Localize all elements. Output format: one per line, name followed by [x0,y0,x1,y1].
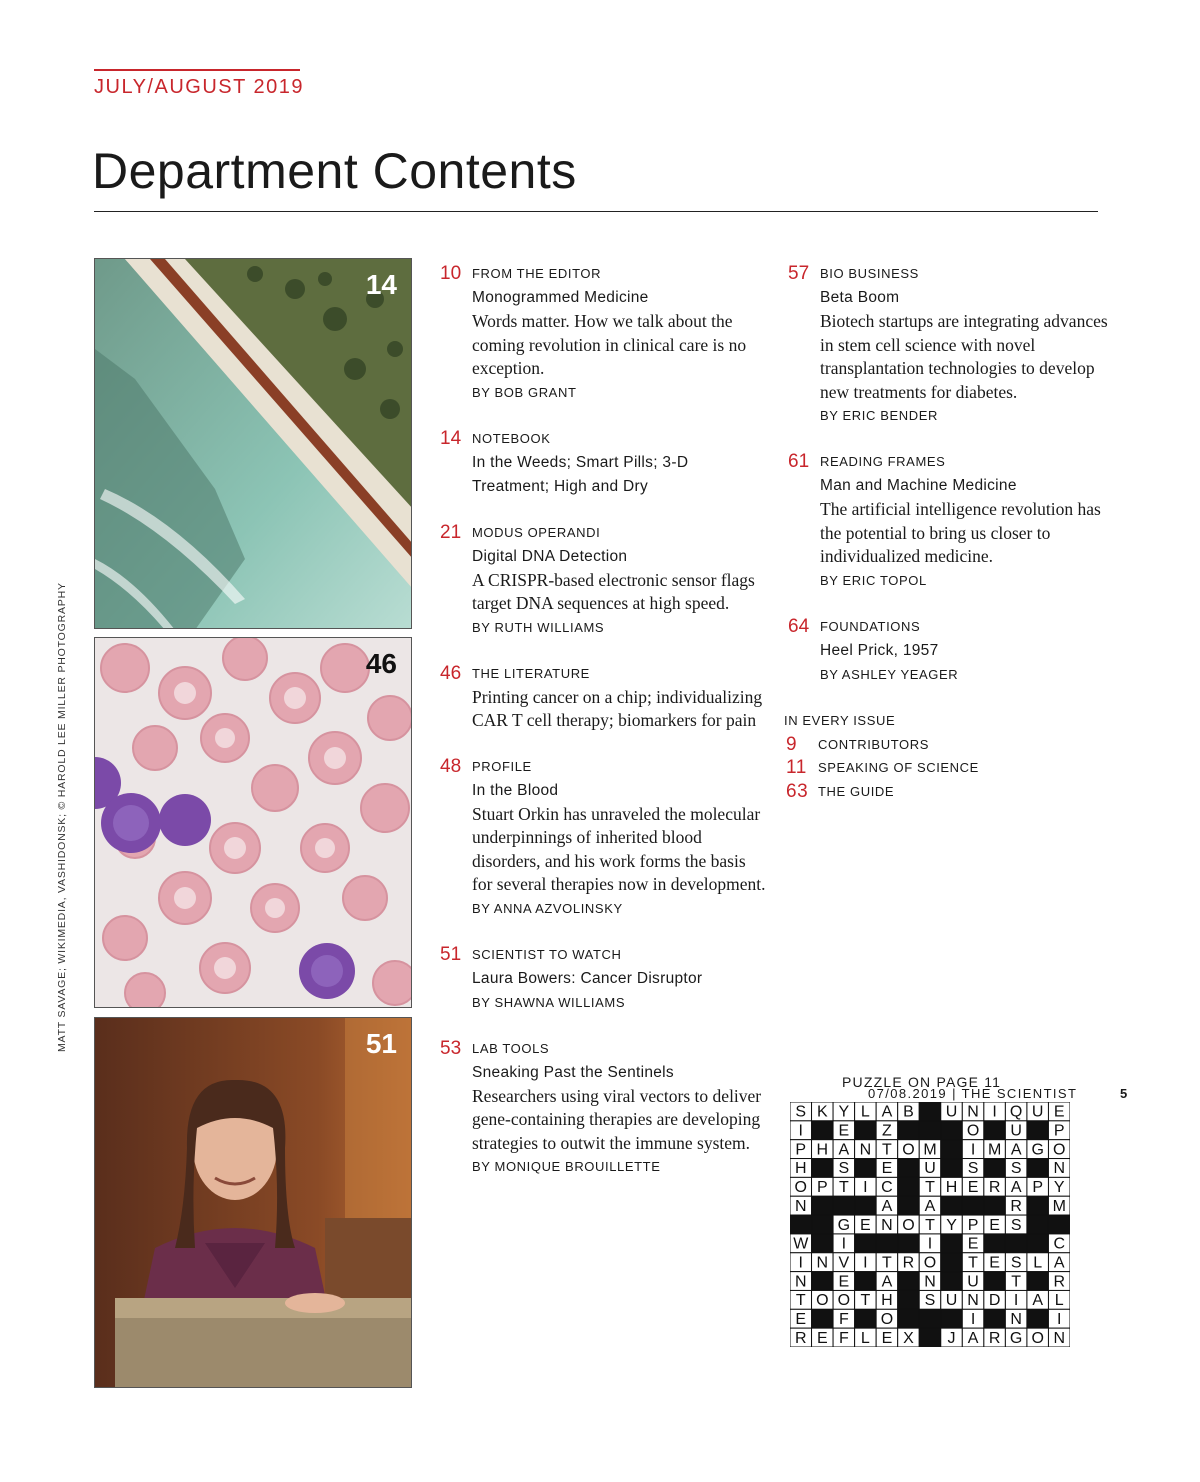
crossword-letter: A [1053,1254,1065,1272]
crossword-letter: N [794,1197,807,1215]
crossword-block [812,1121,834,1140]
crossword-letter: Z [882,1122,892,1140]
entry-description: Researchers using viral vectors to deliver gene-containing therapies are developing strategies to outwit the immune system. [472,1085,762,1153]
crossword-letter: O [837,1292,851,1310]
puzzle-label: PUZZLE ON PAGE 11 [842,1074,1002,1090]
entry-description: Printing cancer on a chip; individualizing CAR T cell therapy; biomarkers for pain [472,686,763,730]
crossword-letter: I [798,1254,803,1272]
entry-byline: BY RUTH WILLIAMS [472,619,605,635]
crossword-block [812,1309,834,1328]
crossword-letter: J [947,1329,956,1347]
crossword-block [898,1159,920,1178]
contents-entry[interactable] [784,450,1114,593]
entry-page-number: 14 [440,427,462,449]
crossword-letter: M [923,1141,937,1159]
crossword-block [919,1309,941,1328]
crossword-letter: R [988,1329,1001,1347]
crossword-letter: I [841,1235,847,1253]
crossword-letter: A [1010,1141,1022,1159]
contents-entry[interactable] [436,427,766,499]
crossword-letter: U [924,1160,936,1178]
entry-byline: BY MONIQUE BROUILLETTE [472,1159,661,1174]
crossword-letter: C [1053,1235,1066,1253]
crossword-letter: I [1057,1311,1062,1329]
crossword-letter: R [1053,1273,1066,1291]
entry-department: SCIENTIST TO WATCH [472,946,622,962]
crossword-letter: I [863,1254,868,1272]
crossword-letter: U [1010,1122,1022,1140]
crossword-letter: L [860,1103,870,1121]
crossword-letter: R [1010,1197,1022,1215]
crossword-letter: E [795,1311,807,1329]
crossword-block [941,1159,963,1178]
crossword-letter: S [795,1103,807,1121]
crossword-block [855,1196,877,1215]
crossword-block [1027,1159,1049,1178]
crossword-letter: A [1032,1292,1044,1310]
crossword-letter: O [816,1292,829,1310]
crossword-letter: K [816,1103,828,1121]
crossword-block [898,1177,920,1196]
page-number: 5 [1120,1086,1128,1101]
entry-headline: Beta Boom [820,289,900,306]
crossword-letter: P [816,1179,828,1197]
entry-headline: Sneaking Past the Sentinels [472,1063,674,1081]
crossword-block [984,1272,1006,1291]
crossword-letter: N [794,1273,807,1291]
crossword-letter: F [838,1329,849,1347]
crossword-letter: R [794,1329,807,1347]
crossword-letter: M [1052,1197,1066,1215]
contents-entry[interactable] [436,521,766,640]
crossword-letter: B [903,1103,914,1121]
every-issue-title: SPEAKING OF SCIENCE [818,760,979,775]
crossword-letter: P [1053,1122,1065,1140]
entry-headline: In the Blood [472,781,559,799]
crossword-letter: E [1053,1103,1065,1121]
contents-entry[interactable] [436,262,766,405]
crossword-letter: U [945,1292,958,1310]
crossword-block [855,1309,877,1328]
crossword-letter: E [881,1329,893,1347]
crossword-block [984,1309,1006,1328]
crossword-letter: H [794,1160,807,1178]
crossword-block [919,1328,941,1347]
crossword-letter: X [903,1329,914,1347]
crossword-letter: U [967,1273,979,1291]
entry-department: THE LITERATURE [472,665,590,681]
crossword-letter: N [1053,1160,1066,1178]
entry-description: Biotech startups are integrating advances in stem cell science with novel transplantation technologies to develop new treatments for diabetes. [820,311,1108,402]
crossword-block [855,1121,877,1140]
crossword-letter: T [968,1254,978,1272]
photo-page-number: 14 [365,269,397,300]
crossword-letter: M [987,1141,1002,1159]
crossword-block [855,1159,877,1178]
crossword-letter: O [923,1254,937,1272]
contents-entry[interactable] [436,755,766,921]
crossword-letter: S [838,1160,850,1178]
crossword-block [812,1159,834,1178]
crossword-letter: L [860,1329,870,1347]
crossword-block [898,1290,920,1309]
crossword-letter: N [1010,1311,1022,1329]
entry-description: A CRISPR-based electronic sensor flags target DNA sequences at high speed. [472,569,755,613]
crossword-block [962,1196,984,1215]
entry-byline: BY ASHLEY YEAGER [820,666,959,682]
crossword-letter: N [859,1141,872,1159]
crossword-letter: H [945,1179,958,1197]
crossword-letter: T [882,1141,892,1159]
crossword-letter: I [927,1235,933,1253]
crossword-letter: Y [838,1103,850,1121]
crossword-block [898,1234,920,1253]
crossword-block [812,1196,834,1215]
issue-rule [94,69,300,71]
crossword-letter: T [925,1179,935,1197]
entry-page-number: 53 [440,1037,462,1059]
crossword-block [898,1309,920,1328]
every-issue-page: 11 [786,757,807,778]
crossword-letter: E [816,1329,828,1347]
crossword-block [812,1234,834,1253]
crossword-letter: A [838,1141,850,1159]
crossword-letter: O [902,1141,915,1159]
issue-date: JULY/AUGUST 2019 [94,76,305,98]
crossword-letter: T [882,1254,892,1272]
crossword-letter: W [793,1235,809,1253]
crossword-block [1027,1196,1049,1215]
crossword-letter: E [967,1235,979,1253]
crossword-block [984,1234,1006,1253]
contents-entry[interactable] [436,1037,766,1180]
crossword-block [1027,1309,1049,1328]
crossword-letter: N [967,1292,979,1310]
entry-description: Words matter. How we talk about the coming revolution in clinical care is no exception. [472,311,747,378]
crossword-letter: N [924,1273,936,1291]
crossword-block [984,1121,1006,1140]
entry-page-number: 21 [440,521,462,543]
crossword-block [984,1159,1006,1178]
crossword-letter: A [881,1197,893,1215]
entry-page-number: 51 [440,943,462,965]
photo-aerial-beach [94,258,412,629]
entry-byline: BY ERIC BENDER [820,408,938,423]
crossword-block [919,1102,941,1121]
crossword-block [941,1121,963,1140]
crossword-block [1027,1234,1049,1253]
entry-byline: BY SHAWNA WILLIAMS [472,994,626,1010]
crossword-letter: I [970,1141,976,1159]
entry-byline: BY ANNA AZVOLINSKY [472,900,623,916]
crossword-letter: A [924,1197,936,1215]
crossword-letter: E [989,1254,1000,1272]
crossword-letter: P [1032,1179,1044,1197]
contents-entry[interactable] [436,662,766,733]
entry-headline: Laura Bowers: Cancer Disruptor [472,969,703,987]
crossword-letter: A [881,1273,893,1291]
crossword-letter: R [902,1254,915,1272]
crossword-letter: I [970,1311,976,1329]
entry-headline: In the Weeds; Smart Pills; 3-D Treatment; High and Dry [472,453,689,495]
crossword-block [1027,1121,1049,1140]
crossword-letter: E [838,1122,850,1140]
entry-department: PROFILE [472,758,532,774]
entry-description: Stuart Orkin has unraveled the molecular underpinnings of inherited blood disorders, and his work forms the basis for several therapies now in development. [472,803,766,894]
entry-headline: Monogrammed Medicine [472,289,649,306]
title-rule [94,211,1098,212]
crossword-letter: O [1053,1141,1066,1159]
crossword-letter: P [967,1216,979,1234]
crossword-letter: V [838,1254,850,1272]
crossword-letter: S [924,1292,936,1310]
crossword-block [855,1234,877,1253]
crossword-letter: I [1013,1292,1019,1310]
contents-column-left [436,262,766,1201]
crossword-letter: E [967,1179,979,1197]
photo-blood-cells [94,637,412,1008]
crossword-letter: O [880,1311,894,1329]
crossword-letter: O [794,1179,807,1197]
crossword-block [1005,1234,1027,1253]
crossword-letter: E [881,1160,893,1178]
every-issue-title: CONTRIBUTORS [818,736,929,752]
contents-entry[interactable] [784,262,1114,428]
crossword-letter: S [1010,1254,1022,1272]
entry-page-number: 48 [440,755,462,777]
crossword-letter: E [838,1273,850,1291]
entry-department: READING FRAMES [820,454,946,469]
crossword-letter: D [988,1292,1001,1310]
crossword-letter: N [967,1103,979,1121]
crossword-block [898,1272,920,1291]
crossword-letter: S [1010,1216,1022,1234]
crossword-letter: A [1010,1179,1022,1197]
crossword-letter: U [945,1103,958,1121]
crossword-block [855,1272,877,1291]
crossword-letter: U [1031,1103,1044,1121]
every-issue-label: IN EVERY ISSUE [784,712,896,728]
contents-entry[interactable] [436,943,766,1015]
crossword-block [984,1196,1006,1215]
crossword-letter: A [881,1103,893,1121]
crossword-letter: T [860,1292,871,1310]
entry-page-number: 61 [788,451,810,472]
entry-page-number: 57 [788,263,810,284]
crossword-letter: C [881,1179,893,1197]
entry-byline: BY ERIC TOPOL [820,572,927,588]
crossword-letter: N [816,1254,829,1272]
crossword-letter: T [795,1292,806,1310]
every-issue-section [784,709,1114,804]
entry-department: LAB TOOLS [472,1040,550,1056]
crossword-letter: E [989,1216,1000,1234]
crossword-letter: E [860,1216,871,1234]
crossword-letter: I [992,1103,997,1121]
photo-portrait [94,1017,412,1388]
crossword-block [898,1121,920,1140]
entry-page-number: 10 [440,263,462,284]
entry-headline: Digital DNA Detection [472,547,628,565]
crossword-letter: O [902,1216,915,1234]
crossword-letter: O [1031,1329,1044,1347]
crossword-block [812,1215,834,1234]
crossword-letter: Y [946,1216,957,1234]
every-issue-item[interactable] [784,780,1114,804]
crossword-letter: G [1031,1141,1044,1159]
entry-headline: Heel Prick, 1957 [820,641,939,659]
every-issue-page: 9 [786,733,798,755]
crossword-block [941,1253,963,1272]
crossword-letter: F [838,1311,849,1329]
every-issue-title: THE GUIDE [818,783,895,799]
crossword-letter: I [798,1122,803,1140]
crossword-letter: H [816,1141,829,1159]
crossword-letter: G [837,1216,851,1234]
crossword-letter: P [795,1141,807,1159]
crossword-letter: H [881,1292,893,1310]
crossword-letter: N [1053,1329,1066,1347]
crossword-block [790,1215,812,1234]
crossword-letter: A [967,1329,979,1347]
entry-headline: Man and Machine Medicine [820,477,1017,494]
crossword-letter: T [1011,1273,1022,1291]
every-issue-item[interactable] [784,733,1114,757]
crossword-letter: G [1009,1329,1023,1347]
crossword-letter: S [967,1160,979,1178]
crossword-letter: Y [1053,1179,1065,1197]
crossword-block [1027,1215,1049,1234]
entry-page-number: 46 [440,662,462,684]
crossword-block [941,1234,963,1253]
crossword-block [1027,1272,1049,1291]
crossword-letter: R [988,1179,1001,1197]
crossword-block [941,1196,963,1215]
footer-text: 07/08.2019 | THE SCIENTIST [868,1086,1078,1101]
entry-department: FROM THE EDITOR [472,266,602,281]
crossword-letter: O [966,1122,980,1140]
entry-department: NOTEBOOK [472,430,551,446]
entry-description: The artificial intelligence revolution has the potential to bring us closer to individualized medicine. [820,499,1101,566]
crossword-block [876,1234,898,1253]
every-issue-page: 63 [786,780,809,802]
page-title: Department Contents [92,143,577,199]
crossword-block [941,1272,963,1291]
crossword-letter: Q [1009,1103,1023,1121]
crossword-block [919,1121,941,1140]
every-issue-item[interactable] [784,756,1114,780]
crossword-letter: T [838,1179,849,1197]
photo-page-number: 51 [365,1028,397,1059]
contents-column-right [784,262,1114,803]
entry-department: MODUS OPERANDI [472,524,601,540]
crossword-letter: T [925,1216,935,1234]
entry-department: FOUNDATIONS [820,618,921,634]
entry-byline: BY BOB GRANT [472,384,577,400]
crossword-letter: N [881,1216,893,1234]
contents-entry[interactable] [784,615,1114,687]
crossword-letter: S [1010,1160,1022,1178]
crossword-block [812,1272,834,1291]
crossword-letter: L [1054,1292,1064,1310]
crossword-grid [790,1102,1070,1347]
crossword-letter: L [1033,1254,1043,1272]
crossword-block [1048,1215,1070,1234]
photo-credit: MATT SAVAGE; WIKIMEDIA, VASHIDONSK; © HAROLD LEE MILLER PHOTOGRAPHY [56,582,68,1052]
photo-page-number: 46 [365,648,397,679]
crossword-block [833,1196,855,1215]
entry-department: BIO BUSINESS [820,266,919,281]
entry-page-number: 64 [788,615,810,637]
crossword-block [941,1140,963,1159]
crossword-letter: I [863,1179,868,1197]
crossword-block [898,1196,920,1215]
crossword-block [941,1309,963,1328]
